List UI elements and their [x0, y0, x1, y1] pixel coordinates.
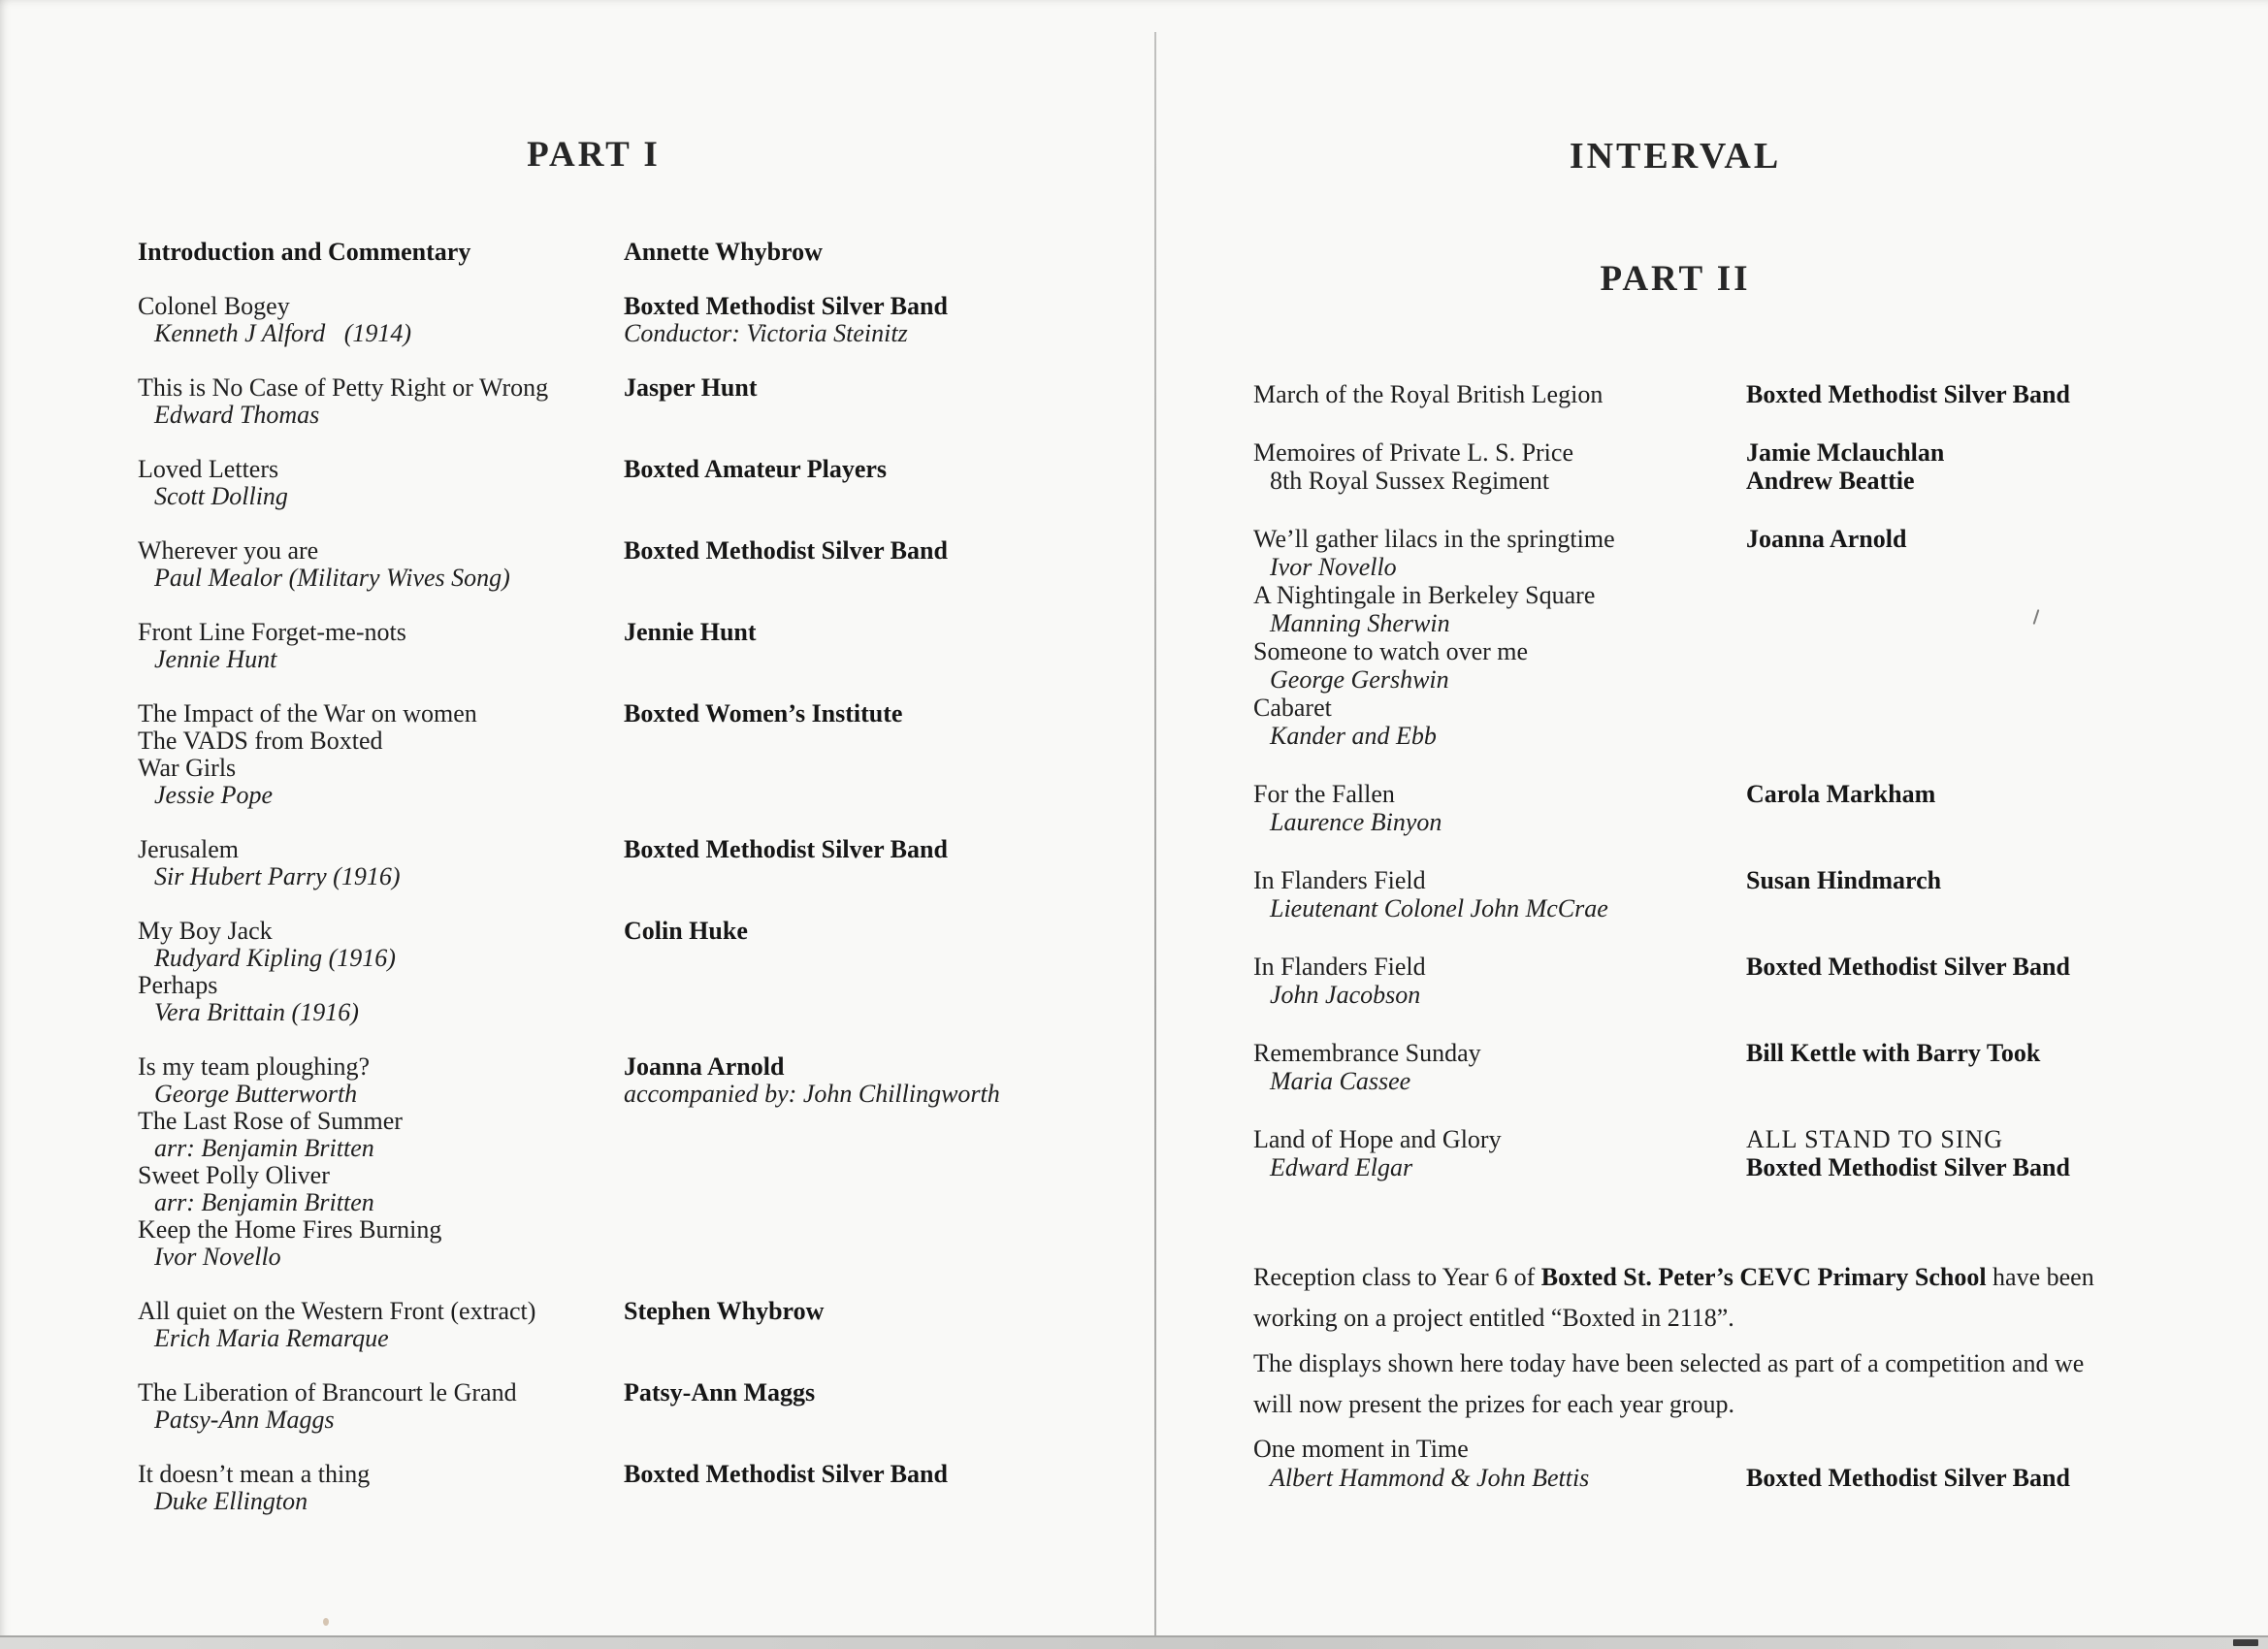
performer-block [1746, 1435, 2097, 1493]
program-item [138, 293, 1050, 347]
work-block [138, 836, 624, 890]
performer-block [624, 836, 1050, 890]
work-block [138, 456, 624, 510]
program-item [1253, 1039, 2097, 1095]
performer-line: Boxted Amateur Players [624, 455, 888, 483]
performer-line: Colin Huke [624, 917, 748, 945]
composer-line: Patsy-Ann Maggs [154, 1406, 335, 1434]
part1-programme-list [138, 239, 1050, 1515]
performer-line: Jasper Hunt [624, 373, 758, 402]
performer-block [1746, 953, 2097, 1009]
work-title-line: 8th Royal Sussex Regiment [1270, 467, 1550, 495]
performer-line: Carola Markham [1746, 780, 1936, 808]
text-segment: have been [1986, 1263, 2094, 1291]
composer-line: George Gershwin [1270, 665, 1449, 694]
work-block [1253, 866, 1746, 922]
work-title-line: This is No Case of Petty Right or Wrong [138, 373, 549, 402]
work-title-line: Remembrance Sunday [1253, 1039, 1481, 1067]
work-block [138, 374, 624, 429]
work-title-line: In Flanders Field [1253, 866, 1426, 894]
work-title-line: Introduction and Commentary [138, 238, 471, 266]
work-title-line: The Liberation of Brancourt le Grand [138, 1378, 517, 1406]
work-title-line: Loved Letters [138, 455, 279, 483]
performer-block [624, 1298, 1050, 1352]
program-item [138, 836, 1050, 890]
work-title-line: Is my team ploughing? [138, 1052, 371, 1081]
composer-line: Ivor Novello [154, 1243, 281, 1271]
paragraph-line [1253, 1257, 2097, 1298]
performer-block [1746, 438, 2097, 495]
performer-line: Jamie Mclauchlan [1746, 438, 1945, 467]
performer-block [624, 239, 1050, 266]
work-title-line: The VADS from Boxted [138, 727, 383, 755]
work-title-line: It doesn’t mean a thing [138, 1460, 371, 1488]
program-item [138, 239, 1050, 266]
part2-heading: PART II [1600, 259, 1751, 299]
work-block [138, 239, 624, 266]
work-block [1253, 525, 1746, 750]
work-title-line: Perhaps [138, 971, 218, 999]
program-item [1253, 438, 2097, 495]
work-block [138, 918, 624, 1026]
work-block [138, 619, 624, 673]
composer-line: Kenneth J Alford (1914) [154, 319, 412, 347]
work-title-line: Sweet Polly Oliver [138, 1161, 330, 1189]
composer-line: Jessie Pope [154, 781, 274, 809]
work-title-line: We’ll gather lilacs in the springtime [1253, 525, 1615, 553]
program-item [1253, 380, 2097, 408]
program-item [1253, 1435, 2097, 1493]
performer-line: Boxted Methodist Silver Band [1746, 1464, 2070, 1492]
part2-programme-list [1253, 380, 2097, 1181]
part1-heading: PART I [527, 135, 661, 175]
program-item [1253, 780, 2097, 836]
right-page [1253, 136, 2097, 1523]
work-block [138, 1298, 624, 1352]
paragraph-line [1253, 1343, 2097, 1384]
work-title-line: All quiet on the Western Front (extract) [138, 1297, 536, 1325]
composer-line: Paul Mealor (Military Wives Song) [154, 564, 510, 592]
program-item [138, 700, 1050, 809]
program-item [138, 1298, 1050, 1352]
work-title-line: The Last Rose of Summer [138, 1107, 403, 1135]
paragraph [1253, 1257, 2097, 1339]
performer-line: accompanied by: John Chillingworth [624, 1080, 1000, 1108]
work-title-line: My Boy Jack [138, 917, 273, 945]
program-item [1253, 525, 2097, 750]
final-programme-item [1253, 1435, 2097, 1493]
work-block [1253, 1125, 1746, 1181]
program-item [138, 1053, 1050, 1271]
work-block [138, 700, 624, 809]
program-item [138, 1461, 1050, 1515]
composer-line: Manning Sherwin [1270, 609, 1450, 637]
work-block [138, 1053, 624, 1271]
performer-line: Boxted Methodist Silver Band [624, 1460, 948, 1488]
performer-block [624, 1379, 1050, 1434]
composer-line: John Jacobson [1270, 981, 1421, 1009]
work-title-line: Front Line Forget-me-nots [138, 618, 406, 646]
work-title-line: A Nightingale in Berkeley Square [1253, 581, 1596, 609]
performer-line: Patsy-Ann Maggs [624, 1378, 816, 1406]
work-title-line: Memoires of Private L. S. Price [1253, 438, 1573, 467]
performer-block [624, 293, 1050, 347]
program-item [1253, 953, 2097, 1009]
composer-line: Scott Dolling [154, 482, 288, 510]
performer-block [1746, 780, 2097, 836]
scan-bottom-edge [0, 1635, 2268, 1649]
paragraph-line [1253, 1384, 2097, 1425]
program-item [138, 918, 1050, 1026]
school-project-paragraphs [1253, 1257, 2097, 1425]
program-item [138, 374, 1050, 429]
work-title-line: Someone to watch over me [1253, 637, 1529, 665]
composer-line: Vera Brittain (1916) [154, 998, 359, 1026]
performer-line: Joanna Arnold [1746, 525, 1907, 553]
work-title-line: For the Fallen [1253, 780, 1395, 808]
composer-line: Lieutenant Colonel John McCrae [1270, 894, 1608, 922]
work-block [1253, 953, 1746, 1009]
work-title-line: March of the Royal British Legion [1253, 380, 1604, 408]
performer-block [1746, 866, 2097, 922]
performer-block [624, 1461, 1050, 1515]
performer-block [624, 374, 1050, 429]
program-item [138, 619, 1050, 673]
program-item [1253, 866, 2097, 922]
work-title-line: Jerusalem [138, 835, 239, 863]
performer-line: Conductor: Victoria Steinitz [624, 319, 908, 347]
work-block [1253, 780, 1746, 836]
composer-line: Edward Thomas [154, 401, 320, 429]
program-item [138, 1379, 1050, 1434]
composer-line: Rudyard Kipling (1916) [154, 944, 396, 972]
work-block [1253, 380, 1746, 408]
work-title-line: In Flanders Field [1253, 953, 1426, 981]
paragraph [1253, 1343, 2097, 1425]
performer-block [1746, 1039, 2097, 1095]
performer-line: Bill Kettle with Barry Took [1746, 1039, 2041, 1067]
work-title-line: Keep the Home Fires Burning [138, 1215, 442, 1244]
work-title-line: Land of Hope and Glory [1253, 1125, 1502, 1153]
performer-block [1746, 525, 2097, 750]
work-block [138, 1461, 624, 1515]
performer-line: Boxted Methodist Silver Band [624, 536, 948, 565]
performer-block [624, 1053, 1050, 1271]
work-title-line: Colonel Bogey [138, 292, 290, 320]
work-block [1253, 1435, 1746, 1493]
performer-line: Andrew Beattie [1746, 467, 1915, 495]
performer-line: Boxted Methodist Silver Band [1746, 1153, 2070, 1181]
paragraph-line [1253, 1298, 2097, 1339]
composer-line: arr: Benjamin Britten [154, 1188, 374, 1216]
performer-line: Boxted Women’s Institute [624, 699, 903, 728]
left-page [138, 136, 1050, 1542]
performer-block [624, 537, 1050, 592]
composer-line: Jennie Hunt [154, 645, 277, 673]
text-segment: will now present the prizes for each year group. [1253, 1390, 1734, 1418]
performer-line: Boxted Methodist Silver Band [1746, 380, 2070, 408]
work-block [138, 1379, 624, 1434]
program-item [138, 537, 1050, 592]
dust-speck-artifact [323, 1618, 329, 1626]
program-item [1253, 1125, 2097, 1181]
program-item [138, 456, 1050, 510]
performer-line: Boxted Methodist Silver Band [624, 835, 948, 863]
bold-text-segment: Boxted St. Peter’s CEVC Primary School [1540, 1263, 1987, 1291]
work-block [1253, 1039, 1746, 1095]
performer-line: Boxted Methodist Silver Band [1746, 953, 2070, 981]
performer-line: Boxted Methodist Silver Band [624, 292, 948, 320]
work-block [1253, 438, 1746, 495]
performer-block [624, 918, 1050, 1026]
performer-line: ALL STAND TO SING [1746, 1125, 2004, 1153]
composer-line: George Butterworth [154, 1080, 358, 1108]
performer-block [1746, 380, 2097, 408]
composer-line: Duke Ellington [154, 1487, 308, 1515]
text-segment: Reception class to Year 6 of [1253, 1263, 1541, 1291]
work-title-line: War Girls [138, 754, 237, 782]
work-block [138, 293, 624, 347]
text-segment: The displays shown here today have been selected as part of a competition and we [1253, 1349, 2085, 1377]
scan-corner-mark [2233, 1639, 2258, 1646]
performer-line: Annette Whybrow [624, 238, 823, 266]
work-title-line: One moment in Time [1253, 1435, 1469, 1463]
composer-line: Ivor Novello [1270, 553, 1397, 581]
composer-line: Maria Cassee [1270, 1067, 1411, 1095]
work-title-line: Cabaret [1253, 694, 1332, 722]
composer-line: Erich Maria Remarque [154, 1324, 389, 1352]
composer-line: Edward Elgar [1270, 1153, 1413, 1181]
interval-heading: INTERVAL [1569, 136, 1782, 177]
work-title-line: Wherever you are [138, 536, 319, 565]
composer-line: Sir Hubert Parry (1916) [154, 862, 401, 890]
composer-line: arr: Benjamin Britten [154, 1134, 374, 1162]
performer-line: Joanna Arnold [624, 1052, 785, 1081]
performer-block [624, 456, 1050, 510]
composer-line: Laurence Binyon [1270, 808, 1442, 836]
text-segment: working on a project entitled “Boxted in 2118”. [1253, 1304, 1734, 1332]
performer-block [624, 700, 1050, 809]
composer-line: Albert Hammond & John Bettis [1270, 1464, 1590, 1492]
work-block [138, 537, 624, 592]
work-title-line: The Impact of the War on women [138, 699, 477, 728]
performer-block [1746, 1125, 2097, 1181]
performer-line: Jennie Hunt [624, 618, 757, 646]
performer-line: Stephen Whybrow [624, 1297, 825, 1325]
performer-block [624, 619, 1050, 673]
page-fold-line [1154, 32, 1156, 1637]
composer-line: Kander and Ebb [1270, 722, 1437, 750]
performer-line: Susan Hindmarch [1746, 866, 1942, 894]
